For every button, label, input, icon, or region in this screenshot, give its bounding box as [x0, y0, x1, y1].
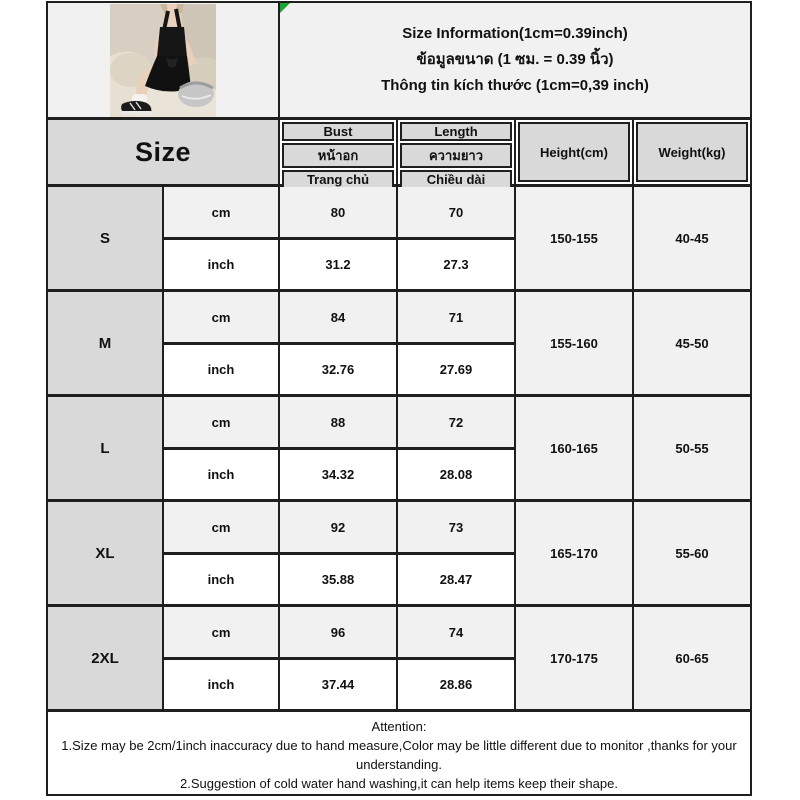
- bust-inch-value: 35.88: [280, 555, 398, 607]
- unit-inch-label: inch: [164, 240, 280, 292]
- weight-range-value: 55-60: [634, 502, 750, 607]
- attention-line-2: 2.Suggestion of cold water hand washing,it can help items keep their shape.: [180, 776, 618, 791]
- unit-cm-label: cm: [164, 187, 280, 240]
- length-cm-value: 70: [398, 187, 516, 240]
- bust-header-vi: Trang chủ: [282, 170, 394, 189]
- unit-cm-label: cm: [164, 607, 280, 660]
- length-cm-value: 71: [398, 292, 516, 345]
- bust-header-th: หน้าอก: [282, 143, 394, 168]
- height-header-label: Height(cm): [518, 122, 630, 182]
- bust-inch-value: 37.44: [280, 660, 398, 712]
- length-header-th: ความยาว: [400, 143, 512, 168]
- bust-cm-value: 96: [280, 607, 398, 660]
- length-inch-value: 27.3: [398, 240, 516, 292]
- unit-inch-label: inch: [164, 660, 280, 712]
- unit-inch-label: inch: [164, 555, 280, 607]
- attention-section: [48, 712, 750, 794]
- weight-range-value: 50-55: [634, 397, 750, 502]
- weight-header-label: Weight(kg): [636, 122, 748, 182]
- weight-range-value: 60-65: [634, 607, 750, 712]
- bust-cm-value: 92: [280, 502, 398, 555]
- bust-header-group: [280, 120, 398, 187]
- attention-line-1: 1.Size may be 2cm/1inch inaccuracy due to hand measure,Color may be little different due to monitor ,thanks for your understanding.: [61, 738, 737, 772]
- size-row-s-label: S: [48, 187, 164, 292]
- bust-cm-value: 84: [280, 292, 398, 345]
- length-inch-value: 28.86: [398, 660, 516, 712]
- bust-header-en: Bust: [282, 122, 394, 141]
- product-photo: [110, 4, 216, 117]
- size-chart-table: [46, 1, 752, 796]
- product-photo-cell: [48, 3, 280, 120]
- size-column-header: Size: [48, 120, 280, 187]
- length-header-vi: Chiều dài: [400, 170, 512, 189]
- height-range-value: 155-160: [516, 292, 634, 397]
- title-th: ข้อมูลขนาด (1 ซม. = 0.39 นิ้ว): [416, 51, 614, 68]
- bust-inch-value: 34.32: [280, 450, 398, 502]
- height-range-value: 150-155: [516, 187, 634, 292]
- bust-cm-value: 80: [280, 187, 398, 240]
- bust-cm-value: 88: [280, 397, 398, 450]
- length-cm-value: 73: [398, 502, 516, 555]
- title-vi: Thông tin kích thước (1cm=0,39 inch): [381, 77, 649, 94]
- weight-header: [634, 120, 750, 187]
- unit-inch-label: inch: [164, 345, 280, 397]
- size-row-xl-label: XL: [48, 502, 164, 607]
- height-header: [516, 120, 634, 187]
- title-en: Size Information(1cm=0.39inch): [402, 25, 628, 42]
- bust-inch-value: 32.76: [280, 345, 398, 397]
- bust-inch-value: 31.2: [280, 240, 398, 292]
- unit-cm-label: cm: [164, 502, 280, 555]
- size-row-l-label: L: [48, 397, 164, 502]
- height-range-value: 160-165: [516, 397, 634, 502]
- attention-title: Attention:: [371, 719, 427, 734]
- unit-cm-label: cm: [164, 292, 280, 345]
- length-cm-value: 72: [398, 397, 516, 450]
- length-inch-value: 28.08: [398, 450, 516, 502]
- weight-range-value: 40-45: [634, 187, 750, 292]
- weight-range-value: 45-50: [634, 292, 750, 397]
- length-cm-value: 74: [398, 607, 516, 660]
- length-inch-value: 28.47: [398, 555, 516, 607]
- unit-inch-label: inch: [164, 450, 280, 502]
- corner-marker-icon: [280, 3, 290, 13]
- unit-cm-label: cm: [164, 397, 280, 450]
- size-row-2xl-label: 2XL: [48, 607, 164, 712]
- length-header-group: [398, 120, 516, 187]
- height-range-value: 170-175: [516, 607, 634, 712]
- size-info-title-block: [280, 3, 750, 120]
- length-inch-value: 27.69: [398, 345, 516, 397]
- length-header-en: Length: [400, 122, 512, 141]
- height-range-value: 165-170: [516, 502, 634, 607]
- size-row-m-label: M: [48, 292, 164, 397]
